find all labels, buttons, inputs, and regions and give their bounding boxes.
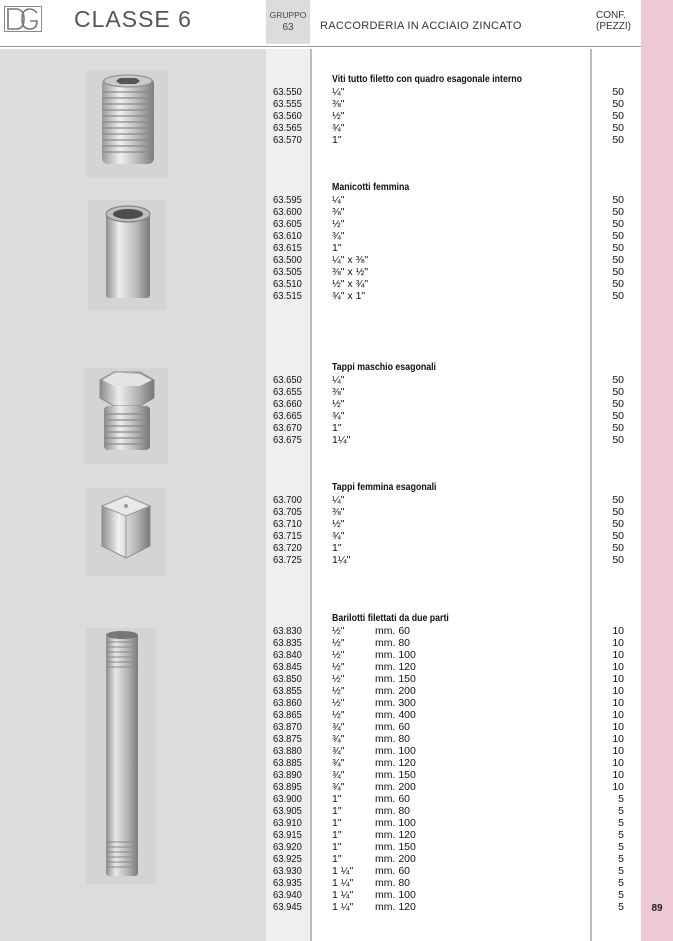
product-row	[0, 542, 641, 554]
section-title: Barilotti filettati da due parti	[332, 613, 449, 624]
conf-unit-label: (PEZZI)	[596, 21, 631, 32]
product-size: ½"	[332, 673, 345, 685]
product-row	[0, 649, 641, 661]
product-row	[0, 506, 641, 518]
product-row	[0, 194, 641, 206]
product-qty: 50	[612, 506, 624, 518]
product-qty: 50	[612, 386, 624, 398]
product-qty: 10	[612, 757, 624, 769]
product-code: 63.850	[273, 673, 302, 685]
product-row	[0, 697, 641, 709]
product-qty: 50	[612, 410, 624, 422]
section-title: Manicotti femmina	[332, 182, 410, 193]
product-code: 63.515	[273, 290, 302, 302]
product-size: ½"	[332, 218, 345, 230]
product-code: 63.655	[273, 386, 302, 398]
product-code: 63.905	[273, 805, 302, 817]
product-qty: 50	[612, 206, 624, 218]
product-row	[0, 410, 641, 422]
product-size: ¾"	[332, 530, 345, 542]
product-qty: 5	[618, 901, 624, 913]
product-mm: mm. 100	[375, 649, 416, 661]
product-code: 63.875	[273, 733, 302, 745]
product-qty: 10	[612, 781, 624, 793]
product-code: 63.940	[273, 889, 302, 901]
product-qty: 5	[618, 877, 624, 889]
product-qty: 5	[618, 841, 624, 853]
product-size: ½"	[332, 637, 345, 649]
product-qty: 10	[612, 649, 624, 661]
product-size: ⅜"	[332, 386, 345, 398]
product-mm: mm. 120	[375, 661, 416, 673]
product-row	[0, 278, 641, 290]
product-mm: mm. 60	[375, 721, 411, 733]
product-row	[0, 805, 641, 817]
side-color-band	[641, 0, 673, 941]
product-mm: mm. 120	[375, 829, 416, 841]
product-row	[0, 817, 641, 829]
product-code: 63.715	[273, 530, 302, 542]
product-code: 63.865	[273, 709, 302, 721]
product-mm: mm. 150	[375, 769, 416, 781]
product-code: 63.500	[273, 254, 302, 266]
product-code: 63.830	[273, 625, 302, 637]
product-code: 63.710	[273, 518, 302, 530]
product-qty: 50	[612, 518, 624, 530]
product-size: ½"	[332, 697, 345, 709]
product-size: ½"	[332, 661, 345, 673]
product-code: 63.945	[273, 901, 302, 913]
product-code: 63.550	[273, 86, 302, 98]
product-size: 1"	[332, 841, 342, 853]
product-code: 63.930	[273, 865, 302, 877]
product-code: 63.605	[273, 218, 302, 230]
product-qty: 5	[618, 865, 624, 877]
product-size: ½"	[332, 625, 345, 637]
product-qty: 50	[612, 266, 624, 278]
product-qty: 5	[618, 829, 624, 841]
product-code: 63.935	[273, 877, 302, 889]
product-size: ½"	[332, 398, 345, 410]
product-qty: 10	[612, 709, 624, 721]
product-mm: mm. 80	[375, 733, 411, 745]
product-size: 1"	[332, 817, 342, 829]
product-row	[0, 757, 641, 769]
product-code: 63.860	[273, 697, 302, 709]
product-mm: mm. 120	[375, 901, 416, 913]
product-size: 1 ¼"	[332, 889, 354, 901]
product-code: 63.665	[273, 410, 302, 422]
product-row	[0, 829, 641, 841]
product-code: 63.660	[273, 398, 302, 410]
product-size: ⅜"	[332, 206, 345, 218]
product-size: ⅜" x ½"	[332, 266, 369, 278]
product-qty: 10	[612, 769, 624, 781]
product-row	[0, 841, 641, 853]
product-qty: 10	[612, 673, 624, 685]
product-code: 63.925	[273, 853, 302, 865]
product-code: 63.845	[273, 661, 302, 673]
product-qty: 50	[612, 554, 624, 566]
conf-header	[596, 10, 631, 32]
product-size: ¾"	[332, 410, 345, 422]
product-qty: 50	[612, 98, 624, 110]
brand-logo-icon	[4, 6, 42, 32]
product-row	[0, 673, 641, 685]
product-size: 1"	[332, 542, 342, 554]
product-mm: mm. 60	[375, 865, 411, 877]
product-row	[0, 637, 641, 649]
product-size: ½"	[332, 110, 345, 122]
product-row	[0, 877, 641, 889]
product-qty: 50	[612, 194, 624, 206]
product-row	[0, 793, 641, 805]
product-code: 63.595	[273, 194, 302, 206]
product-size: ¼" x ⅜"	[332, 254, 369, 266]
product-qty: 10	[612, 625, 624, 637]
product-row	[0, 745, 641, 757]
product-row	[0, 374, 641, 386]
product-size: 1 ¼"	[332, 865, 354, 877]
product-row	[0, 625, 641, 637]
product-size: 1 ¼"	[332, 877, 354, 889]
catalog-title: RACCORDERIA IN ACCIAIO ZINCATO	[320, 20, 522, 32]
product-size: ¾"	[332, 745, 345, 757]
gruppo-box	[266, 0, 310, 44]
product-row	[0, 865, 641, 877]
product-size: ¾"	[332, 757, 345, 769]
product-qty: 10	[612, 745, 624, 757]
product-size: ⅜"	[332, 506, 345, 518]
product-mm: mm. 200	[375, 853, 416, 865]
product-size: 1"	[332, 422, 342, 434]
product-code: 63.720	[273, 542, 302, 554]
product-size: ½"	[332, 709, 345, 721]
product-code: 63.855	[273, 685, 302, 697]
section-title: Tappi femmina esagonali	[332, 482, 437, 493]
product-size: 1"	[332, 829, 342, 841]
product-code: 63.610	[273, 230, 302, 242]
product-size: ¾"	[332, 122, 345, 134]
product-size: ½"	[332, 518, 345, 530]
product-code: 63.880	[273, 745, 302, 757]
product-mm: mm. 100	[375, 745, 416, 757]
product-qty: 50	[612, 374, 624, 386]
product-qty: 50	[612, 278, 624, 290]
product-row	[0, 781, 641, 793]
product-code: 63.890	[273, 769, 302, 781]
product-mm: mm. 80	[375, 637, 411, 649]
product-qty: 50	[612, 494, 624, 506]
product-row	[0, 733, 641, 745]
product-row	[0, 661, 641, 673]
product-row	[0, 398, 641, 410]
product-row	[0, 98, 641, 110]
product-size: ¼"	[332, 86, 345, 98]
product-size: ¾" x 1"	[332, 290, 366, 302]
product-mm: mm. 200	[375, 685, 416, 697]
product-size: ¼"	[332, 374, 345, 386]
product-code: 63.565	[273, 122, 302, 134]
product-row	[0, 206, 641, 218]
product-mm: mm. 80	[375, 805, 411, 817]
product-qty: 50	[612, 530, 624, 542]
product-row	[0, 769, 641, 781]
product-size: ¾"	[332, 230, 345, 242]
product-size: ½"	[332, 649, 345, 661]
product-row	[0, 901, 641, 913]
product-size: ¾"	[332, 781, 345, 793]
product-row	[0, 554, 641, 566]
product-qty: 10	[612, 661, 624, 673]
product-qty: 10	[612, 637, 624, 649]
product-row	[0, 218, 641, 230]
product-mm: mm. 80	[375, 877, 411, 889]
product-qty: 10	[612, 733, 624, 745]
product-size: 1 ¼"	[332, 901, 354, 913]
product-qty: 50	[612, 398, 624, 410]
section-title: Tappi maschio esagonali	[332, 362, 437, 373]
product-code: 63.675	[273, 434, 302, 446]
page-number: 89	[651, 903, 663, 914]
product-size: 1"	[332, 134, 342, 146]
product-code: 63.570	[273, 134, 302, 146]
product-mm: mm. 60	[375, 793, 411, 805]
product-size: 1"	[332, 793, 342, 805]
product-mm: mm. 200	[375, 781, 416, 793]
product-code: 63.840	[273, 649, 302, 661]
product-code: 63.670	[273, 422, 302, 434]
product-code: 63.910	[273, 817, 302, 829]
product-size: 1¼"	[332, 434, 351, 446]
product-qty: 10	[612, 721, 624, 733]
product-qty: 50	[612, 434, 624, 446]
product-row	[0, 518, 641, 530]
product-code: 63.510	[273, 278, 302, 290]
product-row	[0, 110, 641, 122]
product-row	[0, 721, 641, 733]
product-qty: 5	[618, 817, 624, 829]
product-qty: 5	[618, 889, 624, 901]
product-size: ½"	[332, 685, 345, 697]
product-code: 63.900	[273, 793, 302, 805]
product-qty: 50	[612, 110, 624, 122]
product-code: 63.870	[273, 721, 302, 733]
product-qty: 10	[612, 685, 624, 697]
product-size: ¼"	[332, 194, 345, 206]
product-row	[0, 530, 641, 542]
product-row	[0, 254, 641, 266]
product-code: 63.615	[273, 242, 302, 254]
product-row	[0, 434, 641, 446]
product-row	[0, 230, 641, 242]
product-row	[0, 853, 641, 865]
product-row	[0, 386, 641, 398]
product-qty: 50	[612, 422, 624, 434]
product-code: 63.705	[273, 506, 302, 518]
product-size: ¾"	[332, 733, 345, 745]
product-row	[0, 86, 641, 98]
section-title: Viti tutto filetto con quadro esagonale interno	[332, 74, 523, 85]
product-mm: mm. 60	[375, 625, 411, 637]
product-mm: mm. 300	[375, 697, 416, 709]
gruppo-label: GRUPPO	[269, 10, 307, 20]
classe-title: CLASSE 6	[74, 6, 192, 32]
product-qty: 5	[618, 805, 624, 817]
product-row	[0, 709, 641, 721]
product-row	[0, 290, 641, 302]
product-code: 63.725	[273, 554, 302, 566]
gruppo-number: 63	[282, 22, 294, 33]
product-mm: mm. 120	[375, 757, 416, 769]
product-size: 1"	[332, 805, 342, 817]
product-code: 63.920	[273, 841, 302, 853]
product-row	[0, 266, 641, 278]
product-qty: 50	[612, 230, 624, 242]
product-code: 63.835	[273, 637, 302, 649]
product-qty: 50	[612, 86, 624, 98]
product-qty: 50	[612, 122, 624, 134]
product-code: 63.505	[273, 266, 302, 278]
product-qty: 50	[612, 542, 624, 554]
product-size: 1¼"	[332, 554, 351, 566]
product-size: 1"	[332, 242, 342, 254]
product-code: 63.885	[273, 757, 302, 769]
product-code: 63.650	[273, 374, 302, 386]
product-qty: 50	[612, 290, 624, 302]
product-mm: mm. 400	[375, 709, 416, 721]
conf-label: CONF.	[596, 10, 626, 21]
product-qty: 5	[618, 793, 624, 805]
product-mm: mm. 150	[375, 673, 416, 685]
product-code: 63.915	[273, 829, 302, 841]
product-code: 63.700	[273, 494, 302, 506]
product-code: 63.600	[273, 206, 302, 218]
product-size: ¾"	[332, 721, 345, 733]
product-size: 1"	[332, 853, 342, 865]
product-row	[0, 422, 641, 434]
product-row	[0, 134, 641, 146]
product-code: 63.895	[273, 781, 302, 793]
product-mm: mm. 150	[375, 841, 416, 853]
product-row	[0, 685, 641, 697]
product-qty: 50	[612, 134, 624, 146]
product-qty: 50	[612, 218, 624, 230]
product-mm: mm. 100	[375, 889, 416, 901]
product-code: 63.555	[273, 98, 302, 110]
product-row	[0, 242, 641, 254]
product-qty: 5	[618, 853, 624, 865]
product-size: ¾"	[332, 769, 345, 781]
product-row	[0, 494, 641, 506]
header-divider	[0, 46, 641, 47]
product-qty: 10	[612, 697, 624, 709]
product-code: 63.560	[273, 110, 302, 122]
product-qty: 50	[612, 242, 624, 254]
product-size: ¼"	[332, 494, 345, 506]
product-size: ½" x ¾"	[332, 278, 369, 290]
product-row	[0, 889, 641, 901]
product-row	[0, 122, 641, 134]
product-size: ⅜"	[332, 98, 345, 110]
product-mm: mm. 100	[375, 817, 416, 829]
product-qty: 50	[612, 254, 624, 266]
